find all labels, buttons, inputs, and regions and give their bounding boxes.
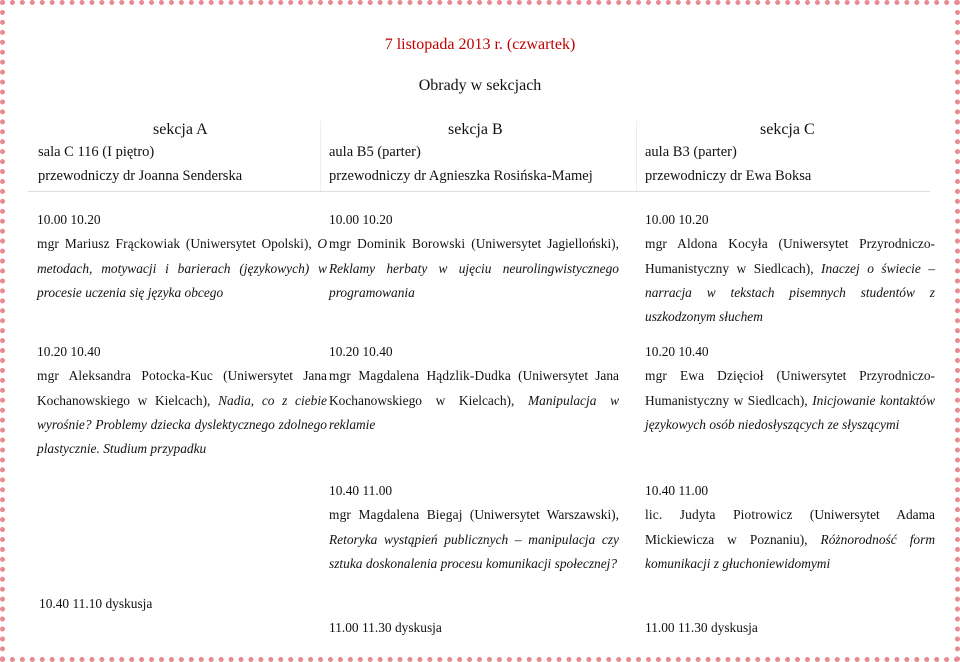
section-c-room: aula B3 (parter) (645, 144, 737, 160)
talk-item (329, 340, 619, 437)
talk-title: Reklamy herbaty w ujęciu neurolingwistycznego programowania (329, 260, 619, 300)
talk-speaker: mgr Mariusz Frąckowiak (37, 236, 181, 252)
talk-time: 10.20 10.40 (37, 344, 101, 359)
talk-speaker: mgr Magdalena Hądzlik-Dudka (329, 368, 511, 384)
page-date: 7 listopada 2013 r. (czwartek) (384, 36, 576, 53)
talk-title: O metodach, motywacji i barierach (językowych) w procesie uczenia się języka obcego (37, 236, 327, 300)
talk-item (329, 479, 619, 576)
talk-affiliation: (Uniwersytet Przyrodniczo-Humanistyczny w Siedlcach), (645, 236, 935, 276)
talk-speaker: mgr Magdalena Biegaj (329, 507, 463, 523)
talk-item (645, 208, 935, 329)
talk-time: 10.40 11.00 (329, 483, 393, 498)
talk-affiliation: (Uniwersytet Opolski), (180, 236, 318, 252)
section-a-chair: przewodniczy dr Joanna Senderska (38, 168, 243, 184)
talk-title: Inaczej o świecie – narracja w tekstach pisemnych studentów z uszkodzonym słuchem (645, 260, 935, 325)
talk-time: 10.20 10.40 (329, 344, 393, 359)
talk-affiliation: (Uniwersytet Jana Kochanowskiego w Kielcach), (329, 368, 619, 408)
talk-time: 10.00 10.20 (37, 212, 101, 227)
talk-affiliation: (Uniwersytet Jagielloński), (465, 236, 619, 252)
discussion-slot: 10.40 11.10 dyskusja (39, 596, 153, 611)
talk-speaker: mgr Dominik Borowski (329, 236, 466, 252)
column-divider (636, 121, 637, 191)
section-b-chair: przewodniczy dr Agnieszka Rosińska-Mamej (329, 168, 593, 184)
section-a-heading: sekcja A (153, 121, 208, 138)
discussion-slot: 11.00 11.30 dyskusja (645, 620, 758, 635)
talk-item (645, 479, 935, 576)
talk-time: 10.40 11.00 (645, 483, 709, 498)
talk-affiliation: (Uniwersytet Przyrodniczo-Humanistyczny w Siedlcach), (645, 368, 935, 408)
section-b-room: aula B5 (parter) (329, 144, 421, 160)
header-separator (28, 191, 930, 192)
column-divider (320, 121, 321, 191)
talk-item (37, 340, 327, 461)
talk-speaker: mgr Aleksandra Potocka-Kuc (37, 368, 213, 384)
talk-title: Nadia, co z ciebie wyrośnie? Problemy dziecka dyslektycznego zdolnego plastycznie. Studium przypadku (37, 392, 327, 457)
talk-time: 10.20 10.40 (645, 344, 709, 359)
section-b-heading: sekcja B (448, 121, 503, 138)
talk-speaker: lic. Judyta Piotrowicz (645, 507, 793, 523)
section-c-heading: sekcja C (760, 121, 815, 138)
talk-title: Inicjowanie kontaktów językowych osób niedosłyszących ze słyszącymi (645, 392, 936, 432)
talk-time: 10.00 10.20 (329, 212, 393, 227)
talk-item (645, 340, 935, 437)
talk-title: Manipulacja w reklamie (329, 392, 619, 432)
talk-title: Różnorodność form komunikacji z głuchoniewidomymi (645, 531, 935, 571)
talk-speaker: mgr Ewa Dzięcioł (645, 368, 764, 384)
talk-item (37, 208, 327, 305)
section-a-room: sala C 116 (I piętro) (38, 144, 155, 160)
talk-title: Retoryka wystąpień publicznych – manipulacja czy sztuka doskonalenia procesu komunikacji społecznej? (329, 531, 619, 571)
talk-affiliation: (Uniwersytet Adama Mickiewicza w Poznaniu), (645, 507, 935, 547)
section-c-chair: przewodniczy dr Ewa Boksa (645, 168, 812, 184)
talk-item (329, 208, 619, 305)
talk-time: 10.00 10.20 (645, 212, 709, 227)
page-title: Obrady w sekcjach (418, 77, 542, 94)
talk-affiliation: (Uniwersytet Jana Kochanowskiego w Kielcach), (37, 368, 327, 408)
discussion-slot: 11.00 11.30 dyskusja (329, 620, 442, 635)
talk-speaker: mgr Aldona Kocyła (645, 236, 768, 252)
talk-affiliation: (Uniwersytet Warszawski), (462, 507, 619, 523)
